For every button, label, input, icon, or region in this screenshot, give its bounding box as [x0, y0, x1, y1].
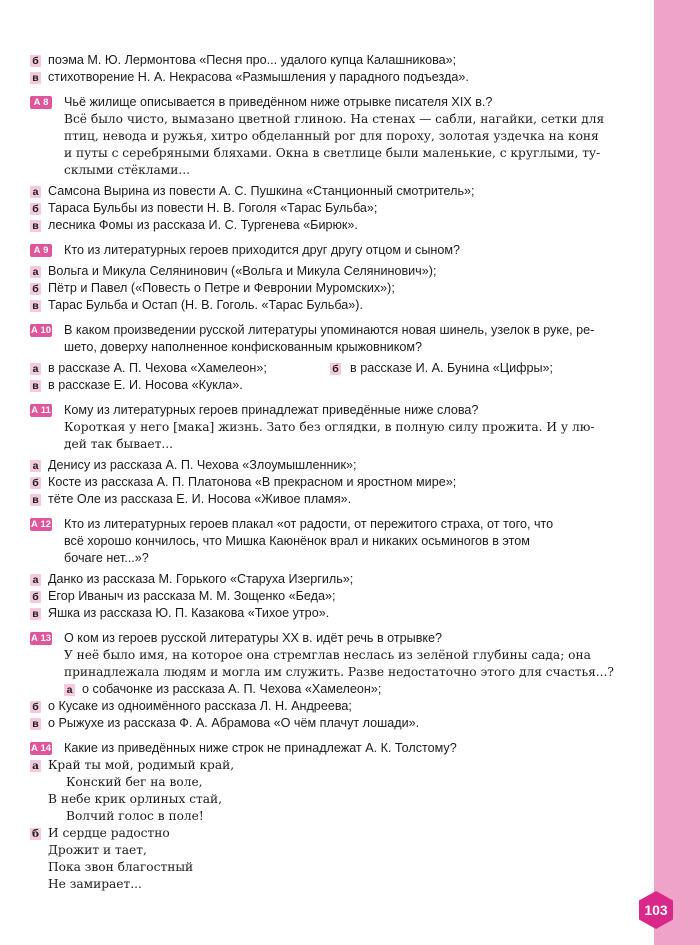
answer-option — [30, 474, 640, 491]
excerpt-line: и путы с серебряными бляхами. Окна в светлице были маленькие, с круглыми, ту- — [64, 146, 601, 160]
option-marker: а — [30, 186, 41, 198]
option-text: Егор Иваныч из рассказа М. М. Зощенко «Беда»; — [48, 589, 336, 603]
question-a9 — [30, 242, 640, 259]
question-number-badge: А 11 — [31, 405, 51, 416]
option-text: тёте Оле из рассказа Е. И. Носова «Живое пламя». — [48, 492, 352, 506]
option-marker: в — [30, 718, 41, 730]
answer-option — [30, 297, 640, 314]
page-number: 103 — [644, 902, 668, 918]
option-text: Самсона Вырина из повести А. С. Пушкина «Станционный смотритель»; — [48, 184, 475, 198]
poem-line: б И сердце радостно — [31, 826, 170, 840]
option-text: Денису из рассказа А. П. Чехова «Злоумышленник»; — [48, 458, 357, 472]
option-marker: а — [30, 266, 41, 278]
option-marker: б — [330, 363, 341, 375]
option-marker: а — [64, 684, 75, 696]
option-text: Вольга и Микула Селянинович («Вольга и Микула Селянинович»); — [48, 264, 437, 278]
answer-option — [30, 698, 640, 715]
option-marker: а — [30, 363, 41, 375]
intro-option — [30, 69, 640, 86]
option-text: поэма М. Ю. Лермонтова «Песня про... удалого купца Калашникова»; — [48, 53, 457, 67]
answer-option — [30, 491, 640, 508]
question-text: Какие из приведённых ниже строк не принадлежат А. К. Толстому? — [64, 741, 457, 755]
excerpt-line: принадлежала людям и могла им служить. Разве недостаточно этого для счастья...? — [64, 665, 614, 679]
option-marker: а — [30, 460, 41, 472]
answer-option — [30, 681, 640, 698]
poem-line: Конский бег на воле, — [66, 775, 203, 789]
option-text: о Рыжухе из рассказа Ф. А. Абрамова «О чём плачут лошади». — [48, 716, 420, 730]
excerpt-line: Короткая у него [мака] жизнь. Зато без оглядки, в полную силу прожита. И у лю- — [64, 420, 595, 434]
excerpt-line: У неё было имя, на которое она стремглав неслась из зелёной глубины сада; она — [64, 648, 591, 662]
option-text: Тарас Бульба и Остап (Н. В. Гоголь. «Тарас Бульба»). — [48, 298, 363, 312]
option-marker: б — [30, 701, 41, 713]
option-text: Пётр и Павел («Повесть о Петре и Февронии Муромских»); — [48, 281, 395, 295]
question-text: Кому из литературных героев принадлежат приведённые ниже слова? — [64, 403, 479, 417]
option-marker: б — [31, 828, 39, 840]
answer-option-row — [30, 360, 640, 377]
excerpt-line: Всё было чисто, вымазано цветной глиною. На стенах — сабли, нагайки, сетки для — [64, 112, 605, 126]
answer-option — [30, 200, 640, 217]
excerpt-line: склыми стёклами... — [64, 163, 190, 177]
question-number-badge: А 8 — [30, 96, 52, 109]
question-text: Кто из литературных героев плакал «от радости, от пережитого страха, от того, что — [64, 517, 554, 531]
answer-option — [30, 571, 640, 588]
intro-option — [30, 52, 640, 69]
option-text: Тараса Бульбы из повести Н. В. Гоголя «Тарас Бульба»; — [48, 201, 378, 215]
option-text: в рассказе А. П. Чехова «Хамелеон»; — [48, 361, 267, 375]
option-marker: в — [30, 494, 41, 506]
poem-line: Пока звон благостный — [48, 860, 194, 874]
option-marker: б — [30, 283, 41, 295]
option-marker: в — [30, 72, 41, 84]
question-text-continued: бочаге нет...»? — [64, 551, 149, 565]
question-number-badge: А 12 — [30, 519, 52, 530]
answer-option — [30, 280, 640, 297]
poem-line: Не замирает... — [48, 877, 142, 891]
option-marker: а — [30, 574, 41, 586]
excerpt-line: птиц, невода и ружья, хитро обделанный рог для пороху, золотая уздечка на коня — [64, 129, 599, 143]
option-text: лесника Фомы из рассказа И. С. Тургенева «Бирюк». — [48, 218, 358, 232]
option-marker: б — [30, 203, 41, 215]
answer-option — [30, 263, 640, 280]
page-content — [30, 52, 640, 893]
question-number-badge: А 13 — [30, 633, 52, 644]
question-number-badge: А 10 — [30, 325, 52, 336]
option-text: о собачонке из рассказа А. П. Чехова «Хамелеон»; — [82, 682, 382, 696]
poem-line: В небе крик орлиных стай, — [48, 792, 223, 806]
option-marker: в — [30, 300, 41, 312]
question-a13 — [30, 630, 640, 647]
option-marker: в — [30, 220, 41, 232]
option-text: Данко из рассказа М. Горького «Старуха Изергиль»; — [48, 572, 354, 586]
question-number-badge: А 9 — [30, 244, 52, 257]
excerpt-line: дей так бывает... — [64, 437, 173, 451]
option-text: Косте из рассказа А. П. Платонова «В прекрасном и яростном мире»; — [48, 475, 457, 489]
answer-option — [30, 217, 640, 234]
option-marker: в — [30, 608, 41, 620]
option-marker: в — [30, 380, 41, 392]
poem-line: а Край ты мой, родимый край, — [30, 757, 640, 774]
question-a10 — [30, 322, 640, 339]
option-text: Яшка из рассказа Ю. П. Казакова «Тихое утро». — [48, 606, 330, 620]
option-marker: б — [30, 55, 41, 67]
question-text: Кто из литературных героев приходится друг другу отцом и сыном? — [64, 243, 461, 257]
poem-line: Волчий голос в поле! — [66, 809, 204, 823]
question-a8 — [30, 94, 640, 111]
option-text: о Кусаке из одноимённого рассказа Л. Н. Андреева; — [48, 699, 352, 713]
question-a12 — [30, 516, 640, 533]
answer-option — [30, 588, 640, 605]
question-text-continued: шето, доверху наполненное конфискованным крыжовником? — [64, 340, 423, 354]
option-text: стихотворение Н. А. Некрасова «Размышления у парадного подъезда». — [48, 70, 469, 84]
option-marker: б — [30, 591, 41, 603]
option-marker: б — [30, 477, 41, 489]
option-text: в рассказе И. А. Бунина «Цифры»; — [350, 361, 554, 375]
option-marker: а — [30, 760, 41, 772]
question-a14 — [30, 740, 640, 757]
question-text: Чьё жилище описывается в приведённом ниже отрывке писателя XIX в.? — [64, 95, 493, 109]
question-text: О ком из героев русской литературы XX в. идёт речь в отрывке? — [64, 631, 443, 645]
page-side-band — [654, 0, 700, 945]
answer-option — [30, 605, 640, 622]
answer-option — [30, 183, 640, 200]
answer-option — [30, 457, 640, 474]
question-text: В каком произведении русской литературы упоминаются новая шинель, узелок в руке, ре- — [64, 323, 595, 337]
answer-option — [30, 377, 640, 394]
question-number-badge: А 14 — [30, 743, 52, 754]
question-text-continued: всё хорошо кончилось, что Мишка Каюнёнок врал и никаких осьминогов в этом — [64, 534, 530, 548]
option-text: в рассказе Е. И. Носова «Кукла». — [48, 378, 243, 392]
answer-option — [30, 715, 640, 732]
poem-line: Дрожит и тает, — [48, 843, 147, 857]
question-a11 — [30, 402, 640, 419]
